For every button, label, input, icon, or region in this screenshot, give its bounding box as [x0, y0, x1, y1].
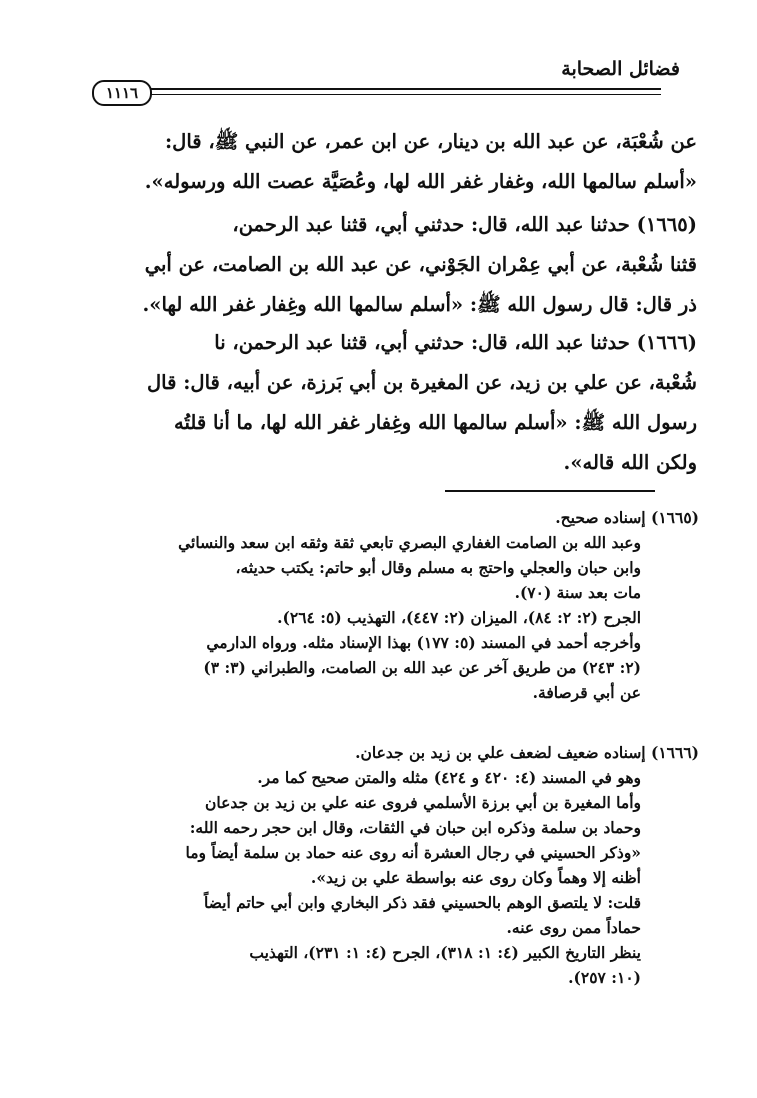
text-line: ولكن الله قاله».	[563, 451, 697, 474]
footnote-line: وابن حبان والعجلي واحتج به مسلم وقال أبو حاتم: يكتب حديثه،	[235, 558, 641, 577]
running-header-title: فضائل الصحابة	[561, 58, 680, 80]
footnote-line: أظنه إلا وهماً وكان روى عنه بواسطة علي بن زيد».	[310, 868, 641, 887]
footnote-line: «وذكر الحسيني في رجال العشرة أنه روى عنه حماد بن سلمة أيضاً وما	[185, 843, 641, 862]
hadith-1666	[82, 323, 697, 483]
footnote-line: ينظر التاريخ الكبير (٤: ١: ٣١٨)، الجرح (٤: ١: ٢٣١)، التهذيب	[249, 943, 641, 962]
header-rule-thin	[134, 94, 661, 95]
text-line: قثنا شُعْبة، عن أبي عِمْران الجَوْني، عن عبد الله بن الصامت، عن أبي	[144, 253, 697, 276]
footnote-line: وعبد الله بن الصامت الغفاري البصري تابعي ثقة وثقه ابن سعد والنسائي	[178, 533, 641, 552]
text-line: (١٦٦٦) حدثنا عبد الله، قال: حدثني أبي، قثنا عبد الرحمن، نا	[214, 331, 697, 354]
footnote-line: الجرح (٢: ٢: ٨٤)، الميزان (٢: ٤٤٧)، التهذيب (٥: ٢٦٤).	[277, 608, 641, 627]
footnote-line: (٢: ٢٤٣) من طريق آخر عن عبد الله بن الصامت، والطبراني (٣: ٣)	[203, 658, 641, 677]
footnote-line: حماداً ممن روى عنه.	[506, 918, 641, 937]
text-line: ذر قال: قال رسول الله ﷺ: «أسلم سالمها الله وغِفار غفر الله لها».	[142, 293, 697, 316]
footnote-line: (١٠: ٢٥٧).	[568, 968, 641, 987]
footnote-line: وأخرجه أحمد في المسند (٥: ١٧٧) بهذا الإسناد مثله. ورواه الدارمي	[206, 633, 641, 652]
footnote-1666	[74, 740, 699, 990]
footnote-line: مات بعد سنة (٧٠).	[514, 583, 641, 602]
footnote-1665	[74, 505, 699, 705]
footnote-line: (١٦٦٥) إسناده صحيح.	[555, 508, 699, 527]
text-line: (١٦٦٥) حدثنا عبد الله، قال: حدثني أبي، قثنا عبد الرحمن،	[232, 213, 697, 236]
footnote-line: وحماد بن سلمة وذكره ابن حبان في الثقات، وقال ابن حجر رحمه الله:	[189, 818, 641, 837]
footnote-line: قلت: لا يلتصق الوهم بالحسيني فقد ذكر البخاري وابن أبي حاتم أيضاً	[204, 893, 641, 912]
page-number: ١١١٦	[92, 80, 152, 106]
header-rule	[134, 88, 661, 90]
text-line: رسول الله ﷺ: «أسلم سالمها الله وغِفار غفر الله لها، ما أنا قلتُه	[174, 411, 697, 434]
footnote-line: وأما المغيرة بن أبي برزة الأسلمي فروى عنه علي بن زيد بن جدعان	[204, 793, 641, 812]
text-line: شُعْبة، عن علي بن زيد، عن المغيرة بن أبي بَرزة، عن أبيه، قال: قال	[147, 371, 697, 394]
footnote-line: (١٦٦٦) إسناده ضعيف لضعف علي بن زيد بن جدعان.	[355, 743, 699, 762]
text-line: «أسلم سالمها الله، وغفار غفر الله لها، وعُصَيَّة عصت الله ورسوله».	[144, 170, 697, 193]
hadith-text-continuation	[82, 122, 697, 202]
footnote-separator	[445, 490, 655, 492]
footnote-line: وهو في المسند (٤: ٤٢٠ و ٤٢٤) مثله والمتن صحيح كما مر.	[257, 768, 641, 787]
footnote-line: عن أبي قرصافة.	[532, 683, 641, 702]
hadith-1665	[82, 205, 697, 325]
text-line: عن شُعْبَة، عن عبد الله بن دينار، عن ابن عمر، عن النبي ﷺ، قال:	[164, 130, 697, 153]
